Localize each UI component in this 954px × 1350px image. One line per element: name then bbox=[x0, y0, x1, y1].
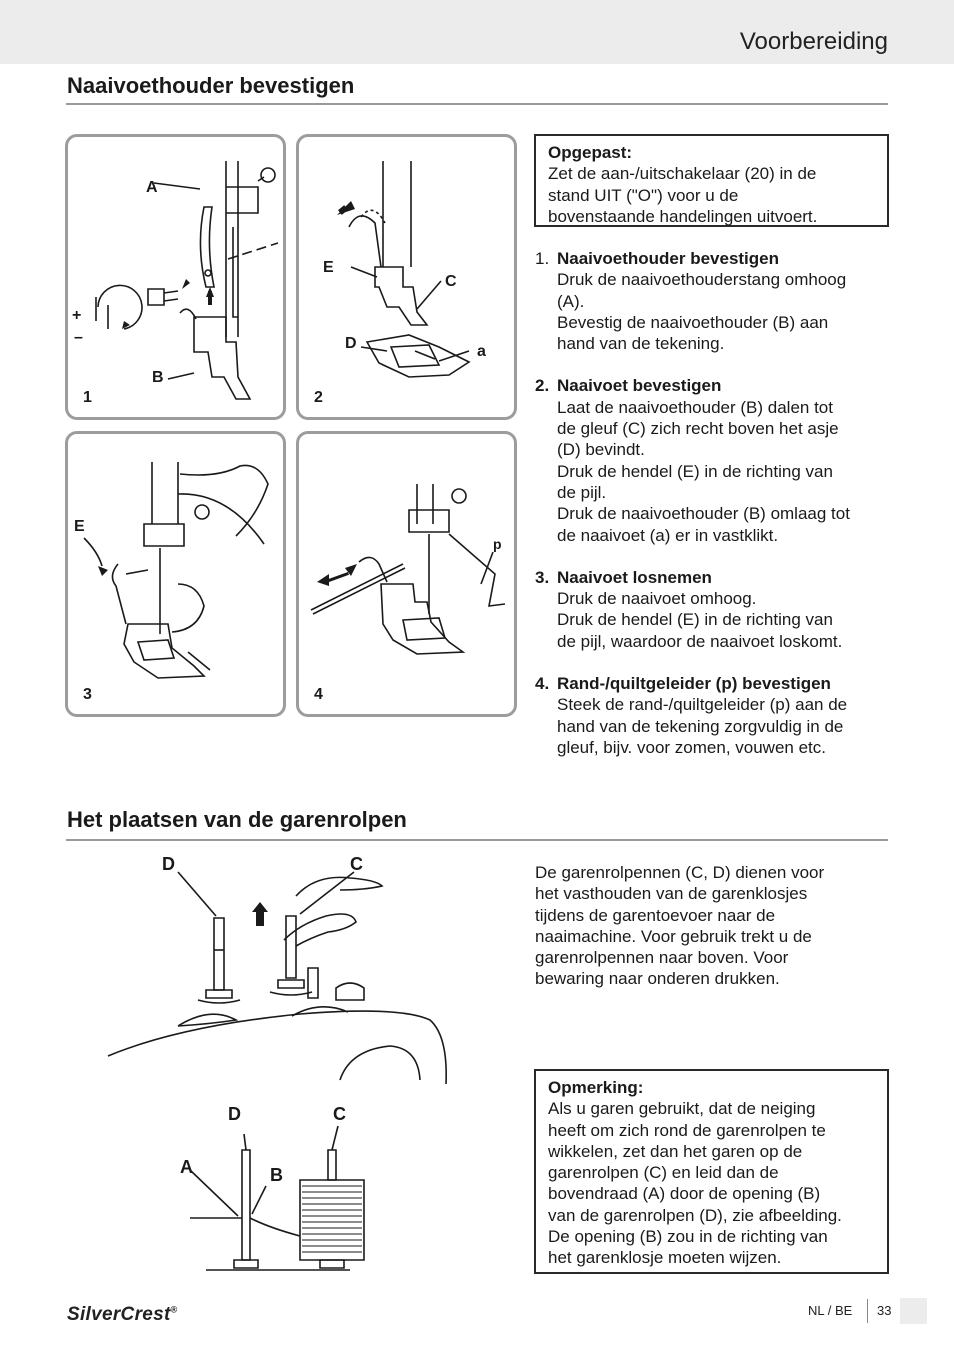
label-B: B bbox=[152, 369, 164, 386]
brand-logo bbox=[67, 1304, 178, 1326]
label-D: D bbox=[345, 335, 357, 352]
paragraph-line: bewaring naar onderen drukken. bbox=[535, 969, 780, 989]
section-title-presser-foot: Naaivoethouder bevestigen bbox=[67, 73, 355, 98]
step-title: Naaivoethouder bevestigen bbox=[557, 249, 780, 268]
step-line: gleuf, bijv. voor zomen, vouwen etc. bbox=[557, 737, 826, 757]
section-rule bbox=[66, 103, 888, 105]
caution-line: Zet de aan-/uitschakelaar (20) in de bbox=[548, 164, 817, 184]
note-line: De opening (B) zou in de richting van bbox=[548, 1227, 828, 1247]
panel-number: 1 bbox=[83, 389, 92, 406]
caution-box bbox=[534, 134, 889, 227]
label-D: D bbox=[162, 854, 175, 874]
step-title: Rand-/quiltgeleider (p) bevestigen bbox=[557, 674, 831, 694]
paragraph-line: De garenrolpennen (C, D) dienen voor bbox=[535, 863, 825, 882]
section-title-spool-pins: Het plaatsen van de garenrolpen bbox=[67, 807, 407, 832]
step-4 bbox=[535, 673, 895, 758]
presser-foot-remove-illustration bbox=[68, 434, 289, 720]
step-1 bbox=[535, 248, 895, 354]
step-line: Druk de hendel (E) in de richting van bbox=[557, 610, 833, 630]
step-2 bbox=[535, 375, 895, 545]
panel-number: 3 bbox=[83, 686, 92, 703]
step-line: Druk de naaivoet omhoog. bbox=[557, 589, 757, 609]
caution-line: stand UIT ("O") voor u de bbox=[548, 185, 739, 205]
step-line: Laat de naaivoethouder (B) dalen tot bbox=[557, 397, 833, 417]
label-plus: + bbox=[72, 307, 82, 324]
spool-pins-illustration bbox=[100, 850, 460, 1090]
figure-panel-2 bbox=[296, 134, 517, 420]
note-line: van de garenrolpen (D), zie afbeelding. bbox=[548, 1205, 842, 1225]
step-line: Steek de rand-/quiltgeleider (p) aan de bbox=[557, 695, 848, 715]
page-number: 33 bbox=[877, 1303, 892, 1318]
label-E: E bbox=[323, 259, 334, 276]
note-title: Opmerking: bbox=[548, 1078, 644, 1097]
step-title: Naaivoet losnemen bbox=[557, 567, 712, 587]
footer-tab bbox=[900, 1298, 927, 1324]
step-3 bbox=[535, 567, 895, 652]
brand-mark: ® bbox=[170, 1304, 178, 1315]
note-line: bovendraad (A) door de opening (B) bbox=[548, 1184, 821, 1204]
step-line: Druk de hendel (E) in de richting van bbox=[557, 461, 833, 481]
figure-panel-3 bbox=[65, 431, 286, 717]
label-C: C bbox=[445, 273, 457, 290]
presser-holder-illustration bbox=[68, 137, 289, 423]
label-D: D bbox=[228, 1104, 241, 1124]
step-line: Bevestig de naaivoethouder (B) aan bbox=[557, 312, 829, 332]
step-line: de gleuf (C) zich recht boven het asje bbox=[557, 419, 839, 439]
section-rule bbox=[66, 839, 888, 841]
quilt-guide-illustration bbox=[299, 434, 520, 720]
caution-line: bovenstaande handelingen uitvoert. bbox=[548, 206, 818, 226]
step-line: Druk de naaivoethouder (B) omlaag tot bbox=[557, 504, 850, 524]
step-title: Naaivoet bevestigen bbox=[557, 376, 722, 396]
label-E: E bbox=[74, 518, 85, 535]
label-p: p bbox=[493, 536, 502, 552]
note-line: wikkelen, zet dan het garen op de bbox=[548, 1141, 803, 1161]
label-C: C bbox=[350, 854, 363, 874]
figure-panel-1 bbox=[65, 134, 286, 420]
section-label: Voorbereiding bbox=[739, 28, 888, 55]
label-B: B bbox=[270, 1165, 283, 1185]
panel-number: 2 bbox=[314, 389, 323, 406]
step-number: 1. bbox=[535, 249, 550, 268]
step-line: (A). bbox=[557, 291, 585, 311]
paragraph-line: naaimachine. Voor gebruik trekt u de bbox=[535, 926, 812, 946]
paragraph-line: het vasthouden van de garenklosjes bbox=[535, 884, 808, 904]
footer-language: NL / BE bbox=[808, 1303, 853, 1318]
instruction-steps bbox=[535, 248, 895, 779]
panel-number: 4 bbox=[314, 686, 323, 703]
step-number: 4. bbox=[535, 674, 550, 694]
note-box bbox=[534, 1069, 889, 1274]
step-number: 2. bbox=[535, 376, 550, 396]
figure-panel-4 bbox=[296, 431, 517, 717]
footer-divider bbox=[867, 1299, 868, 1323]
paragraph-line: tijdens de garentoevoer naar de bbox=[535, 905, 776, 925]
step-line: de pijl, waardoor de naaivoet loskomt. bbox=[557, 631, 843, 651]
step-line: de pijl. bbox=[557, 482, 607, 502]
step-line: Druk de naaivoethouderstang omhoog bbox=[557, 270, 847, 290]
step-line: hand van de tekening. bbox=[557, 334, 725, 354]
presser-foot-attach-illustration bbox=[299, 137, 520, 423]
thread-routing-illustration bbox=[170, 1110, 390, 1275]
note-line: Als u garen gebruikt, dat de neiging bbox=[548, 1099, 816, 1119]
label-minus: – bbox=[74, 329, 83, 346]
step-line: hand van de tekening zorgvuldig in de bbox=[557, 716, 844, 736]
step-line: de naaivoet (a) er in vastklikt. bbox=[557, 525, 779, 545]
label-A: A bbox=[146, 179, 158, 196]
label-C: C bbox=[333, 1104, 346, 1124]
label-A: A bbox=[180, 1157, 193, 1177]
step-line: (D) bevindt. bbox=[557, 440, 645, 460]
brand-name: SilverCrest bbox=[67, 1304, 171, 1325]
note-line: garenrolpen (C) en leid dan de bbox=[548, 1163, 779, 1183]
step-number: 3. bbox=[535, 567, 550, 587]
caution-title: Opgepast: bbox=[548, 143, 633, 162]
paragraph-line: garenrolpennen naar boven. Voor bbox=[535, 948, 789, 968]
spool-pins-paragraph bbox=[535, 862, 875, 990]
label-a: a bbox=[477, 343, 486, 360]
note-line: heeft om zich rond de garenrolpen te bbox=[548, 1120, 826, 1140]
note-line: het garenklosje moeten wijzen. bbox=[548, 1248, 782, 1268]
